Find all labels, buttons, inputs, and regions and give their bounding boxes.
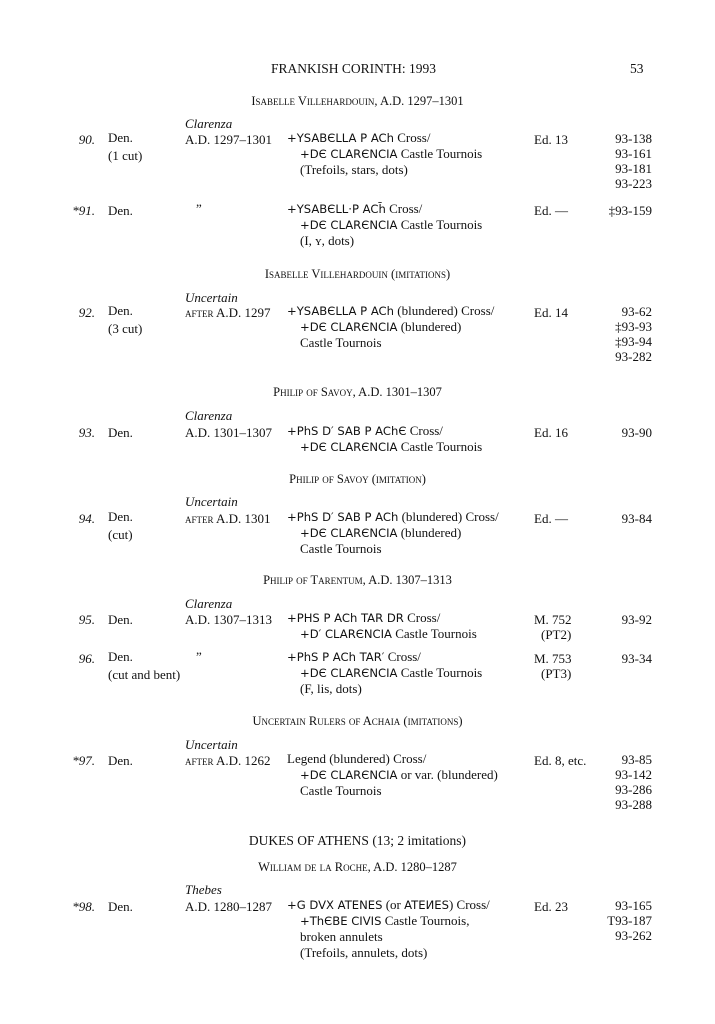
catalogue-number: 94. [78,511,95,526]
inventory-number: ‡93-159 [608,203,652,218]
denomination: Den. (cut) [108,509,133,542]
section-heading: Philip of Tarentum, A.D. 1307–1313 [263,573,452,587]
reference: M. 752 (PT2) [534,612,572,642]
running-title: FRANKISH CORINTH: 1993 [271,61,437,76]
mint-label: Clarenza [185,116,233,131]
mint-label: Uncertain [185,290,238,305]
legend: +YSABЄLL·P ACh̄ Cross/ +DЄ CLARЄNCIA Castle Tournois (I, ʏ, dots) [287,201,483,248]
denomination: Den. [108,425,133,440]
mint-label: Uncertain [185,737,238,752]
inventory-number: 93-34 [621,651,652,666]
legend: +PhS P ACh TAR′ Cross/ +DЄ CLARЄNCIA Castle Tournois (F, lis, dots) [287,649,483,696]
denomination: Den. (1 cut) [108,130,143,163]
date-range: after A.D. 1262 [185,753,271,768]
ditto-mark: ” [196,201,202,216]
date-range: A.D. 1280–1287 [185,899,273,914]
reference: Ed. 14 [534,305,568,320]
reference: Ed. 13 [534,132,568,147]
inventory-number: 93-90 [621,425,652,440]
date-range: A.D. 1307–1313 [185,612,273,627]
reference: Ed. 23 [534,899,568,914]
page-number: 53 [630,61,644,76]
date-range: after A.D. 1297 [185,305,271,320]
reference: Ed. — [534,203,568,218]
catalogue-number: 96. [78,651,95,666]
reference: Ed. — [534,511,568,526]
ditto-mark: ” [196,649,202,664]
denomination: Den. (3 cut) [108,303,143,336]
section-heading: William de la Roche, A.D. 1280–1287 [258,860,457,874]
legend: +PHS P ACh TAR DR Cross/ +D′ CLARЄNCIA Castle Tournois [287,610,477,641]
denomination: Den. [108,753,133,768]
legend: Legend (blundered) Cross/ +DЄ CLARЄNCIA or var. (blundered) Castle Tournois [287,751,498,798]
section-heading: Philip of Savoy, A.D. 1301–1307 [273,385,442,399]
catalogue-number: *98. [72,899,95,914]
catalogue-number: 95. [78,612,95,627]
date-range: after A.D. 1301 [185,511,271,526]
mint-label: Thebes [185,882,222,897]
inventory-numbers: 93-165 T93-187 93-262 [607,898,652,943]
inventory-numbers: 93-85 93-142 93-286 93-288 [615,752,652,812]
inventory-number: 93-84 [621,511,652,526]
reference: M. 753 (PT3) [534,651,572,681]
section-heading: Philip of Savoy (imitation) [289,472,426,486]
mint-label: Clarenza [185,408,233,423]
section-heading: Uncertain Rulers of Achaia (imitations) [252,714,463,728]
legend: +PhS D′ SAB P ACh (blundered) Cross/ +DЄ CLARЄNCIA (blundered) Castle Tournois [287,509,499,556]
legend: +YSABЄLLA P ACh (blundered) Cross/ +DЄ CLARЄNCIA (blundered) Castle Tournois [287,303,495,350]
section-heading: Isabelle Villehardouin, A.D. 1297–1301 [251,94,464,108]
legend: +YSABЄLLA P ACh Cross/ +DЄ CLARЄNCIA Castle Tournois (Trefoils, stars, dots) [287,130,483,177]
section-heading: Isabelle Villehardouin (imitations) [264,267,451,281]
inventory-numbers: 93-62 ‡93-93 ‡93-94 93-282 [615,304,652,364]
date-range: A.D. 1297–1301 [185,132,273,147]
date-range: A.D. 1301–1307 [185,425,273,440]
group-title: DUKES OF ATHENS (13; 2 imitations) [248,833,467,848]
catalogue-number: 90. [78,132,95,147]
legend: +PhS D′ SAB P AChЄ Cross/ +DЄ CLARЄNCIA Castle Tournois [287,423,483,454]
mint-label: Uncertain [185,494,238,509]
inventory-numbers: 93-138 93-161 93-181 93-223 [615,131,652,191]
catalogue-number: *91. [72,203,95,218]
legend: +G DVX ATENES (or ATEИES) Cross/ +ThЄBE CIVIS Castle Tournois, broken annulets (Trefoils, annulets, dots) [287,897,490,960]
mint-label: Clarenza [185,596,233,611]
denomination: Den. (cut and bent) [108,649,181,682]
denomination: Den. [108,899,133,914]
catalogue-number: *97. [72,753,95,768]
inventory-number: 93-92 [621,612,652,627]
denomination: Den. [108,203,133,218]
denomination: Den. [108,612,133,627]
catalogue-number: 93. [78,425,95,440]
reference: Ed. 8, etc. [534,753,587,768]
catalogue-number: 92. [78,305,95,320]
reference: Ed. 16 [534,425,568,440]
